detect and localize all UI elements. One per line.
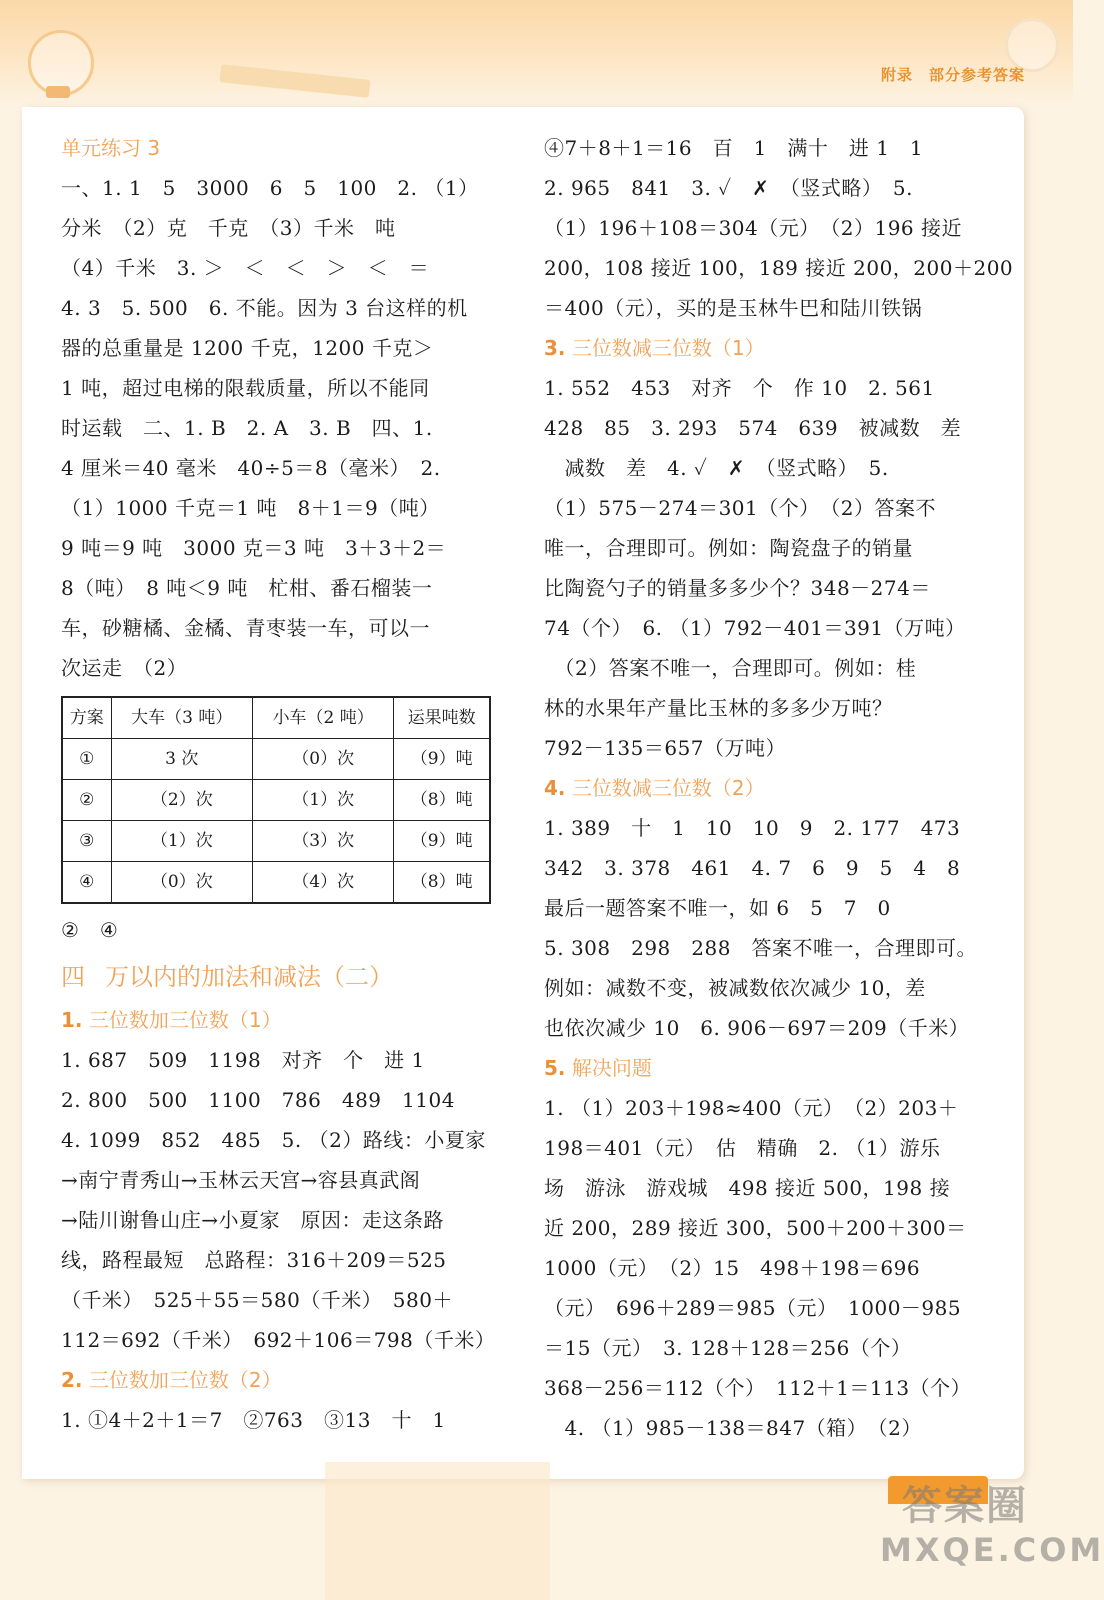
table-cell: ② [62,780,111,821]
right-c-line: 最后一题答案不唯一，如 6 5 7 0 [544,896,891,920]
section-title-4 [544,768,974,808]
unit-exercise-title: 单元练习 3 [61,136,161,160]
right-c-line: 也依次减少 10 6. 906－697＝209（千米） [544,1016,970,1040]
table-header-cell: 大车（3 吨） [111,697,252,739]
left-b-line: 112＝692（千米） 692＋106＝798（千米） [61,1328,496,1352]
left-a-line: （4）千米 3. ＞ ＜ ＜ ＞ ＜ ＝ [61,256,430,280]
right-d-line: （元） 696＋289＝985（元） 1000－985 [544,1296,962,1320]
table-row [62,780,490,821]
right-d-line: 4. （1）985－138＝847（箱） （2） [544,1416,922,1440]
watermark-logo-text: 答案圈 [902,1483,1028,1529]
right-b-line: 唯一，合理即可。例如：陶瓷盘子的销量 [544,536,913,560]
table-row [62,821,490,862]
table-cell: （1）次 [252,780,393,821]
left-b-line: 线，路程最短 总路程：316＋209＝525 [61,1248,447,1272]
left-a-line: 分米 （2）克 千克 （3）千米 吨 [61,216,396,240]
left-c-line: 1. ①4＋2＋1＝7 ②763 ③13 十 1 [61,1408,446,1432]
left-b-line: 1. 687 509 1198 对齐 个 进 1 [61,1048,425,1072]
running-header [881,64,1025,85]
left-b-line: 2. 800 500 1100 786 489 1104 [61,1088,455,1112]
table-cell: 3 次 [111,739,252,780]
right-b-line: 792－135＝657（万吨） [544,736,787,760]
section-number-4: 4. [544,776,566,800]
section-number-5: 5. [544,1056,566,1080]
table-row [62,739,490,780]
left-b-line: →陆川谢鲁山庄→小夏家 原因：走这条路 [61,1208,445,1232]
right-answers-b [544,368,974,768]
section-title-3 [544,328,974,368]
left-column [61,128,496,1440]
left-b-line: →南宁青秀山→玉林云天宫→容县真武阁 [61,1168,421,1192]
table-cell: （8）吨 [394,862,490,904]
decor-strip [325,1462,550,1600]
right-d-line: 1. （1）203＋198≈400（元） （2）203＋ [544,1096,959,1120]
left-a-line: 1 吨，超过电梯的限载质量，所以不能同 [61,376,430,400]
plan-table [61,696,491,904]
section-text-1: 三位数加三位数（1） [88,1008,282,1032]
table-cell: ① [62,739,111,780]
right-c-line: 例如：减数不变，被减数依次减少 10，差 [544,976,926,1000]
right-d-line: 1000（元） （2）15 498＋198＝696 [544,1256,921,1280]
chapter-number: 四 [61,963,85,991]
table-cell: （8）吨 [394,780,490,821]
section-number-3: 3. [544,336,566,360]
right-answers-a [544,128,1014,328]
right-a-line: 2. 965 841 3. ✓ ✗ （竖式略） 5. [544,176,913,200]
right-d-line: 近 200，289 接近 300，500＋200＋300＝ [544,1216,967,1240]
section-title-1 [61,1000,491,1040]
table-cell: （0）次 [252,739,393,780]
right-answers-c [544,808,977,1048]
left-b-line: 4. 1099 852 485 5. （2）路线：小夏家 [61,1128,486,1152]
section-text-3: 三位数减三位数（1） [571,336,765,360]
left-a-line: 9 吨＝9 吨 3000 克＝3 吨 3＋3＋2＝ [61,536,447,560]
right-b-line: 林的水果年产量比玉林的多多少万吨？ [544,696,893,720]
right-d-line: 场 游泳 游戏城 498 接近 500，198 接 [544,1176,951,1200]
table-header-cell: 运果吨数 [394,697,490,739]
section-number-1: 1. [61,1008,83,1032]
table-cell: （3）次 [252,821,393,862]
right-column [544,128,1014,1448]
right-a-line: ＝400（元），买的是玉林牛巴和陆川铁锅 [544,296,923,320]
right-b-line: 1. 552 453 对齐 个 作 10 2. 561 [544,376,935,400]
right-b-line: 428 85 3. 293 574 639 被减数 差 [544,416,962,440]
right-answers-d [544,1088,974,1448]
left-answers-b [61,1040,496,1360]
section-title-5 [544,1048,974,1088]
left-answers-c [61,1400,491,1440]
left-a-line: 一、1. 1 5 3000 6 5 100 2. （1） [61,176,479,200]
table-header-cell: 小车（2 吨） [252,697,393,739]
table-cell: （2）次 [111,780,252,821]
right-a-line: 200，108 接近 100，189 接近 200，200＋200 [544,256,1014,280]
lightbulb-base-icon [46,86,70,98]
right-d-line: ＝15（元） 3. 128＋128＝256（个） [544,1336,912,1360]
section-text-4: 三位数减三位数（2） [571,776,765,800]
after-table-answer: ② ④ [61,918,119,942]
left-b-line: （千米） 525＋55＝580（千米） 580＋ [61,1288,453,1312]
left-a-line: 车，砂糖橘、金橘、青枣装一车，可以一 [61,616,430,640]
right-b-line: 比陶瓷勺子的销量多多少个？348－274＝ [544,576,931,600]
right-c-line: 5. 308 298 288 答案不唯一，合理即可。 [544,936,977,960]
header-appendix: 附录 [880,66,913,84]
watermark-url: MXQE.COM [880,1531,1104,1569]
right-b-line: （1）575－274＝301（个） （2）答案不 [544,496,936,520]
section-title-2 [61,1360,491,1400]
left-a-line: 4 厘米＝40 毫米 40÷5＝8（毫米） 2. [61,456,441,480]
section-text-2: 三位数加三位数（2） [88,1368,282,1392]
left-a-line: 8（吨） 8 吨＜9 吨 杧柑、番石榴装一 [61,576,433,600]
right-b-line: （2）答案不唯一，合理即可。例如：桂 [544,656,917,680]
left-a-line: （1）1000 千克＝1 吨 8＋1＝9（吨） [61,496,440,520]
chapter-text: 万以内的加法和减法（二） [105,963,393,991]
right-a-line: ④7＋8＋1＝16 百 1 满十 进 1 1 [544,136,924,160]
table-cell: ③ [62,821,111,862]
right-a-line: （1）196＋108＝304（元） （2）196 接近 [544,216,963,240]
header-band [0,0,1073,105]
section-number-2: 2. [61,1368,83,1392]
right-d-line: 198＝401（元） 估 精确 2. （1）游乐 [544,1136,941,1160]
table-cell: （0）次 [111,862,252,904]
left-a-line: 4. 3 5. 500 6. 不能。因为 3 台这样的机 [61,296,468,320]
left-a-line: 次运走 （2） [61,656,188,680]
right-b-line: 减数 差 4. ✓ ✗ （竖式略） 5. [544,456,889,480]
table-cell: （9）吨 [394,739,490,780]
section-text-5: 解决问题 [571,1056,652,1080]
table-row [62,862,490,904]
table-cell: ④ [62,862,111,904]
right-d-line: 368－256＝112（个） 112＋1＝113（个） [544,1376,972,1400]
table-cell: （1）次 [111,821,252,862]
table-cell: （9）吨 [394,821,490,862]
table-header-cell: 方案 [62,697,111,739]
watermark [880,1482,1104,1592]
right-b-line: 74（个） 6. （1）792－401＝391（万吨） [544,616,966,640]
left-a-line: 器的总重量是 1200 千克，1200 千克＞ [61,336,434,360]
header-section: 部分参考答案 [928,66,1025,84]
right-c-line: 342 3. 378 461 4. 7 6 9 5 4 8 [544,856,961,880]
left-answers-a [61,168,491,688]
chapter-title [61,950,491,1000]
right-c-line: 1. 389 十 1 10 10 9 2. 177 473 [544,816,961,840]
left-a-line: 时运载 二、1. B 2. A 3. B 四、1. [61,416,433,440]
table-cell: （4）次 [252,862,393,904]
